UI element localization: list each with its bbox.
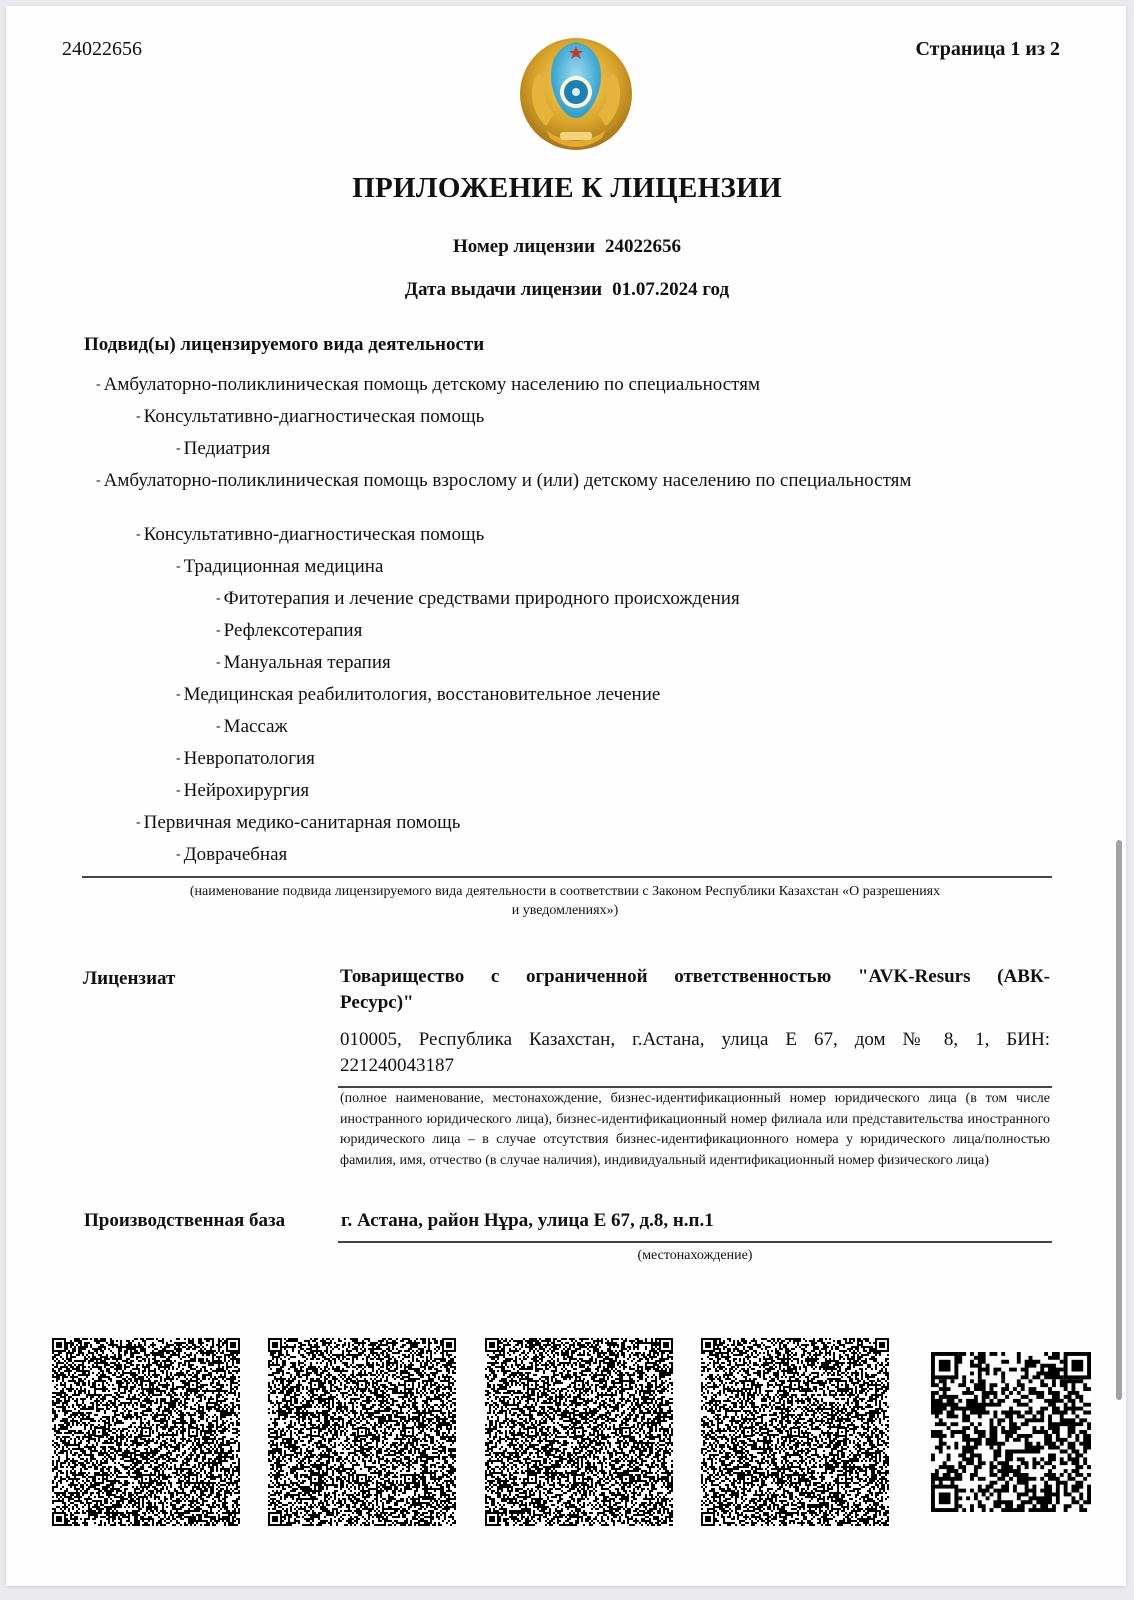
subtype-text: Педиатрия <box>183 438 271 459</box>
licensee-footnote: (полное наименование, местонахождение, бизнес-идентификационный номер юридического лица (в том числе иностранного юридического лица), бизнес-идентификационный номер филиала или представительства иностранного юридического лица – в случае отсутствия бизнес-идентификационного номера у юридического лица/полностью фамилия, имя, отчество (в случае наличия), индивидуальный идентификационный номер физического лица) <box>340 1091 1050 1168</box>
subtype-text: Амбулаторно-поликлиническая помощь взрослому и (или) детскому населению по специальностям <box>103 470 912 491</box>
qr-code <box>931 1352 1091 1512</box>
dash-bullet-icon: - <box>216 623 221 638</box>
barcode-4 <box>701 1338 889 1526</box>
subtype-text: Медицинская реабилитология, восстановительное лечение <box>183 684 661 705</box>
subtype-text: Рефлексотерапия <box>223 620 363 641</box>
production-base-divider <box>338 1241 1052 1243</box>
licensee-address: 010005, Республика Казахстан, г.Астана, улица Е 67, дом № 8, 1, БИН: 221240043187 <box>340 1029 1050 1076</box>
subtype-item <box>96 374 760 396</box>
dash-bullet-icon: - <box>176 847 181 862</box>
subtype-item <box>176 844 287 866</box>
subtypes-heading: Подвид(ы) лицензируемого вида деятельности <box>84 334 485 355</box>
subtype-text: Доврачебная <box>183 844 288 865</box>
dash-bullet-icon: - <box>176 559 181 574</box>
subtype-text: Невропатология <box>183 748 315 769</box>
subtype-item <box>136 524 484 546</box>
license-date-value: 01.07.2024 год <box>612 279 730 300</box>
subtype-item <box>96 470 911 492</box>
dash-bullet-icon: - <box>96 473 101 488</box>
dash-bullet-icon: - <box>176 687 181 702</box>
licensee-divider <box>338 1086 1052 1088</box>
dash-bullet-icon: - <box>216 655 221 670</box>
barcode-1 <box>52 1338 240 1526</box>
subtype-item <box>176 556 383 578</box>
subtype-item <box>136 406 484 428</box>
subtype-item <box>136 812 460 834</box>
production-base-address: г. Астана, район Нұра, улица Е 67, д.8, н.п.1 <box>341 1210 714 1231</box>
subtype-item <box>176 684 660 706</box>
page-indicator: Страница 1 из 2 <box>915 38 1060 60</box>
subtype-item <box>216 620 362 642</box>
subtypes-footnote-line-2: и уведомлениях») <box>511 903 619 918</box>
subtype-item <box>216 652 391 674</box>
license-number-label: Номер лицензии <box>452 236 596 257</box>
subtype-item <box>216 716 288 738</box>
vertical-scrollbar[interactable] <box>1116 840 1122 1400</box>
subtype-item <box>216 588 740 610</box>
license-issue-date <box>0 279 1134 301</box>
licensee-label: Лицензиат <box>83 968 176 989</box>
dash-bullet-icon: - <box>176 441 181 456</box>
subtype-item <box>176 438 270 460</box>
subtype-text: Первичная медико-санитарная помощь <box>143 812 461 833</box>
subtype-text: Консультативно-диагностическая помощь <box>143 524 485 545</box>
production-base-footnote: (местонахождение) <box>637 1248 753 1263</box>
subtype-text: Нейрохирургия <box>183 780 310 801</box>
dash-bullet-icon: - <box>216 719 221 734</box>
subtype-item <box>176 780 309 802</box>
dash-bullet-icon: - <box>136 527 141 542</box>
dash-bullet-icon: - <box>136 409 141 424</box>
subtypes-footnote <box>70 882 1060 920</box>
subtypes-footnote-line-1: (наименование подвида лицензируемого вида деятельности в соответствии с Законом Республики Казахстан «О разрешениях <box>189 884 941 899</box>
subtype-text: Массаж <box>223 716 288 737</box>
license-number <box>0 236 1134 258</box>
subtype-text: Амбулаторно-поликлиническая помощь детскому населению по специальностям <box>103 374 760 395</box>
dash-bullet-icon: - <box>216 591 221 606</box>
license-date-label: Дата выдачи лицензии <box>404 279 603 300</box>
license-number-value: 24022656 <box>605 236 682 257</box>
licensee-name: Товарищество с ограниченной ответственностью "AVK-Resurs (АВК-Ресурс)" <box>340 966 1050 1013</box>
production-base-label: Производственная база <box>84 1210 286 1231</box>
subtype-text: Мануальная терапия <box>223 652 391 673</box>
subtypes-divider <box>82 876 1052 878</box>
dash-bullet-icon: - <box>176 783 181 798</box>
subtype-text: Фитотерапия и лечение средствами природного происхождения <box>223 588 740 609</box>
document-number: 24022656 <box>62 38 142 60</box>
subtype-text: Консультативно-диагностическая помощь <box>143 406 485 427</box>
kazakhstan-state-emblem-icon <box>516 34 636 154</box>
barcode-2 <box>268 1338 456 1526</box>
subtype-item <box>176 748 315 770</box>
barcode-3 <box>485 1338 673 1526</box>
dash-bullet-icon: - <box>96 377 101 392</box>
document-title: ПРИЛОЖЕНИЕ К ЛИЦЕНЗИИ <box>352 172 782 204</box>
dash-bullet-icon: - <box>176 751 181 766</box>
dash-bullet-icon: - <box>136 815 141 830</box>
subtype-text: Традиционная медицина <box>183 556 384 577</box>
